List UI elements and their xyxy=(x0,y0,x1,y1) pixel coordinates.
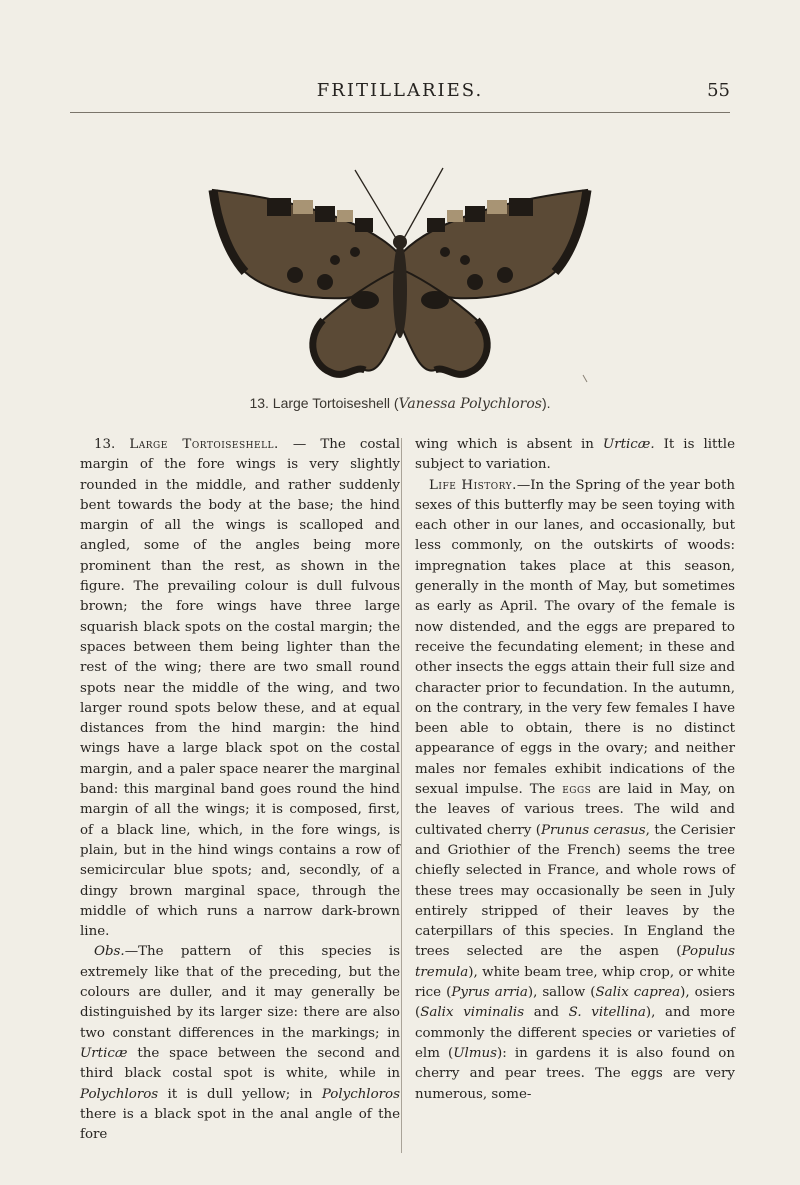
lh-salix-viminalis: Salix viminalis xyxy=(420,1005,525,1021)
lh-ulmus: Ulmus xyxy=(453,1045,498,1061)
butterfly-head xyxy=(393,235,407,249)
page-header xyxy=(70,78,730,113)
obs-text-d: there is a black spot in the anal angle of the fore xyxy=(80,1106,400,1143)
left-costal-spot-2 xyxy=(315,206,335,222)
right-hind-costal-spot xyxy=(421,291,449,309)
lh-text-i: ): in gardens it is also found on cherry and pear trees. The eggs are very numerous, some- xyxy=(415,1045,735,1102)
obs-text-b: the space between the second and third black costal spot is white, while in xyxy=(80,1045,400,1082)
caption-suffix: ). xyxy=(542,395,551,411)
left-round-spot-3 xyxy=(317,274,333,290)
lh-salix-vitellina: S. vitellina xyxy=(568,1005,646,1021)
left-round-spot-1 xyxy=(350,247,360,257)
page-number: 55 xyxy=(707,80,730,101)
right-round-spot-4 xyxy=(497,267,513,283)
left-pale-space-2 xyxy=(293,200,313,214)
left-pale-space-1 xyxy=(337,210,353,222)
obs-text-c: it is dull yellow; in xyxy=(158,1086,322,1102)
lh-text-d: ), white beam tree, whip crop, or white rice ( xyxy=(415,964,735,1001)
obs-urticae: Urticæ xyxy=(80,1045,128,1061)
right-pale-space-1 xyxy=(447,210,463,222)
left-costal-spot-1 xyxy=(355,218,373,232)
right-round-spot-2 xyxy=(460,255,470,265)
right-round-spot-3 xyxy=(467,274,483,290)
caption-prefix: 13. Large Tortoiseshell ( xyxy=(249,395,399,411)
lh-salix-caprea: Salix caprea xyxy=(595,985,681,1001)
butterfly-body xyxy=(393,242,407,338)
lh-text-f: ), osiers ( xyxy=(415,985,736,1021)
lh-text-e: ), sallow ( xyxy=(527,985,596,1001)
caption-species: Vanessa Polychloros xyxy=(398,396,542,412)
life-history-paragraph xyxy=(415,476,735,1105)
lh-pyrus: Pyrus arria xyxy=(451,985,528,1001)
left-column xyxy=(80,435,400,1145)
right-costal-spot-2 xyxy=(465,206,485,222)
lh-text-g: and xyxy=(524,1005,569,1021)
lh-text-a: —In the Spring of the year both sexes of this butterfly may be seen toying with each other in our lanes, and occasionally, but less commonly, on the outskirts of woods: impregnation takes place at this season, generally in the month of May, but sometimes as early as April. The ovary of the female is now distended, and the eggs are prepared to receive the fecundating element; in these and other insects the eggs attain their full size and character prior to fecundation. In the autumn, on the contrary, in the very few females I have been able to obtain, there is no distinct appearance of eggs in the ovary; and neither males nor females exhibit indications of the sexual impulse. The xyxy=(415,477,735,798)
lh-prunus: Prunus cerasus xyxy=(540,822,646,838)
left-hind-costal-spot xyxy=(351,291,379,309)
figure-caption xyxy=(0,395,800,412)
observation-paragraph xyxy=(80,942,400,1145)
lh-populus: Populus tremula xyxy=(415,944,735,980)
species-number: 13. xyxy=(94,437,116,452)
cont-text-b: It is little subject to variation. xyxy=(415,437,735,473)
left-round-spot-4 xyxy=(287,267,303,283)
butterfly-drawing xyxy=(205,160,595,390)
cont-text-a: wing which is absent in xyxy=(415,437,603,452)
life-history-title: Life History. xyxy=(429,477,517,493)
right-pale-space-2 xyxy=(487,200,507,214)
description-body: — The costal margin of the fore wings is very slightly rounded in the middle, and rather suddenly bent towards the body at the base; the hind margin of all the wings is scalloped and angled, some of the angles being more prominent than the rest, as shown in the figure. The prevailing colour is dull fulvous brown; the fore wings have three large squarish black spots on the costal margin; the spaces between them being lighter than the rest of the wing; there are two small round spots near the middle of the wing, and two larger round spots below these, and at equal distances from the hind margin: the hind wings have a large black spot on the costal margin, and a paler space nearer the marginal band: this marginal band goes round the hind margin of all the wings; it is composed, first, of a black line, which, in the fore wings, is plain, but in the hind wings contains a row of semicircular blue spots; and, secondly, of a dingy brown marginal space, through the middle of which runs a narrow dark-brown line. xyxy=(80,437,401,940)
column-divider xyxy=(401,438,402,1153)
butterfly-illustration xyxy=(205,160,595,390)
lh-text-h: ), and more commonly the different species or varieties of elm ( xyxy=(415,1005,735,1061)
species-title: Large Tortoiseshell. xyxy=(129,437,279,452)
stray-mark xyxy=(583,375,587,382)
lh-eggs: eggs xyxy=(562,782,592,798)
right-column xyxy=(415,435,735,1105)
right-round-spot-1 xyxy=(440,247,450,257)
cont-urticae: Urticæ. xyxy=(602,437,655,452)
species-description xyxy=(80,435,400,942)
continuation-paragraph xyxy=(415,435,735,476)
obs-polychloros-2: Polychloros xyxy=(321,1086,400,1102)
right-costal-spot-3 xyxy=(509,198,533,216)
lh-text-c: , the Cerisier and Griothier of the French) seems the tree chiefly selected in France, and whole rows of these trees may occasionally be seen in July entirely stripped of their leaves by the caterpillars of this species. In England the trees selected are the aspen ( xyxy=(415,822,735,960)
obs-label: Obs. xyxy=(94,944,125,960)
running-head: FRITILLARIES. xyxy=(316,80,484,101)
obs-polychloros-1: Polychloros xyxy=(80,1086,159,1102)
left-round-spot-2 xyxy=(330,255,340,265)
obs-text-a: —The pattern of this species is extremely like that of the preceding, but the colours are duller, and it may generally be distinguished by its larger size: there are also two constant differences in the markings; in xyxy=(80,944,400,1041)
right-costal-spot-1 xyxy=(427,218,445,232)
lh-text-b: are laid in May, on the leaves of various trees. The wild and cultivated cherry ( xyxy=(415,782,735,838)
left-costal-spot-3 xyxy=(267,198,291,216)
